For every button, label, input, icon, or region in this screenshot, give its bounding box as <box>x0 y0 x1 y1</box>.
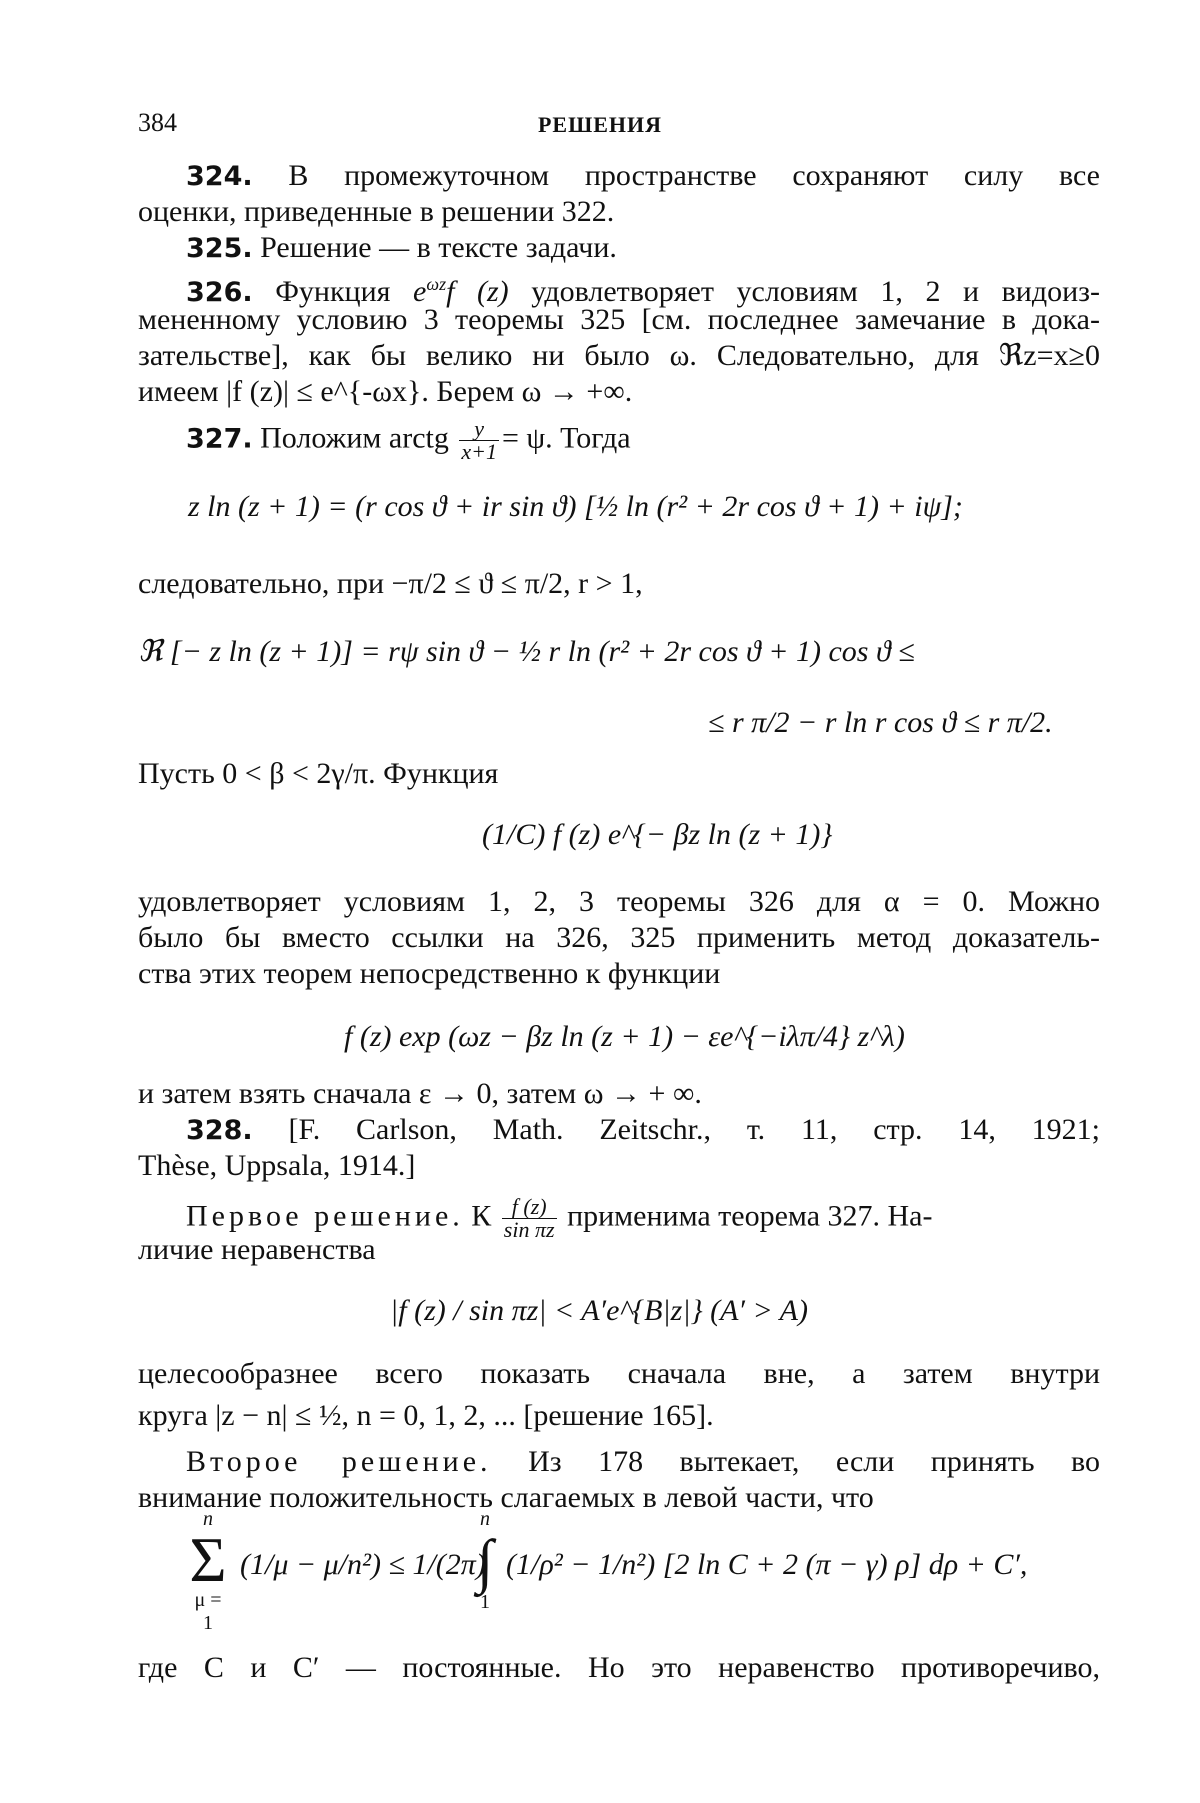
paragraph-326-line1: 326. Функция $e^{\omega z}f$ (z) удовлетворяет условиям 1, 2 и видоиз- <box>186 274 1101 308</box>
first-solution-line1: Первое решение. К $\frac{f (z)}{\text{sin πz}}$ применима теорема 327. На- <box>186 1194 933 1242</box>
let-beta-line: Пусть 0 < β < 2γ/π. Функция <box>138 757 499 790</box>
paragraph-324-line2: оценки, приведенные в решении 322. <box>138 195 615 228</box>
running-title: РЕШЕНИЯ <box>537 112 663 137</box>
inequality-bound: |f (z) / sin πz| < A′e^{B|z|} (A′ > A) <box>390 1294 808 1327</box>
equation-real-part-line2: ≤ r π/2 − r ln r cos ϑ ≤ r π/2. <box>708 706 1053 739</box>
paragraph-326-line2: мененному условию 3 теоремы 325 [см. последнее замечание в дока- <box>138 303 1100 336</box>
paragraph-327-s1: удовлетворяет условиям 1, 2, 3 теоремы 326 для α = 0. Можно <box>138 885 1100 918</box>
first-solution-label: Первое решение. <box>186 1199 464 1233</box>
equation-exp: f (z) exp (ωz − βz ln (z + 1) − εe^{−iλπ/4} z^λ) <box>344 1020 905 1053</box>
paragraph-326-line3: зательстве], как бы велико ни было ω. Следовательно, для ℜz=x≥0 <box>138 339 1100 372</box>
last-line: где C и C′ — постоянные. Но это неравенство противоречиво, <box>138 1651 1100 1684</box>
paragraph-328-line1: 328. [F. Carlson, Math. Zeitschr., т. 11, стр. 14, 1921; <box>186 1113 1100 1146</box>
second-solution-label: Второе решение. <box>186 1445 492 1478</box>
paragraph-327-s4: и затем взять сначала ε → 0, затем ω → + ∞. <box>138 1077 702 1110</box>
equation-log-expansion: z ln (z + 1) = (r cos ϑ + ir sin ϑ) [½ ln (r² + 2r cos ϑ + 1) + iψ]; <box>188 490 963 523</box>
equation-function: (1/C) f (z) e^{− βz ln (z + 1)} <box>482 818 833 851</box>
first-solution-line2: личие неравенства <box>138 1233 376 1266</box>
summation-sign: n Σ μ = 1 <box>189 1508 227 1634</box>
fraction-f-over-sin: $\frac{f (z)}{\text{sin πz}}$ <box>503 1194 555 1242</box>
paragraph-328-line2: Thèse, Uppsala, 1914.] <box>138 1149 416 1182</box>
consequently-line: следовательно, при −π/2 ≤ ϑ ≤ π/2, r > 1, <box>138 567 643 600</box>
equation-real-part-line1: ℜ [− z ln (z + 1)] = rψ sin ϑ − ½ r ln (r² + 2r cos ϑ + 1) cos ϑ ≤ <box>138 635 915 668</box>
paragraph-326-line4: имеем |f (z)| ≤ e^{-ωx}. Берем ω → +∞. <box>138 375 633 408</box>
paragraph-325: 325. Решение — в тексте задачи. <box>186 231 617 264</box>
sigma-symbol: Σ <box>189 1524 227 1595</box>
paragraph-327-intro: 327. Положим arctg $\frac{y}{x+1}$ = ψ. Тогда <box>186 416 631 464</box>
integral-symbol: ∫ <box>476 1528 494 1594</box>
second-solution-line1: Второе решение. Из 178 вытекает, если принять во <box>186 1445 1101 1478</box>
first-solution-line4: круга |z − n| ≤ ½, n = 0, 1, 2, ... [решение 165]. <box>138 1399 714 1432</box>
problem-number-324: 324. <box>186 161 253 192</box>
paragraph-327-s3: ства этих теорем непосредственно к функции <box>138 957 721 990</box>
problem-number-325: 325. <box>186 233 253 264</box>
problem-number-326: 326. <box>186 277 253 308</box>
problem-number-328: 328. <box>186 1115 253 1146</box>
integral-body: (1/ρ² − 1/n²) [2 ln C + 2 (π − γ) ρ] dρ + C′, <box>506 1548 1028 1581</box>
page-number: 384 <box>138 108 177 137</box>
sum-body: (1/μ − μ/n²) ≤ 1/(2π) <box>240 1548 486 1581</box>
paragraph-327-s2: было бы вместо ссылки на 326, 325 применить метод доказатель- <box>138 921 1100 954</box>
fraction-y-over-x1: $\frac{y}{x+1}$ <box>461 416 497 464</box>
first-solution-line3: целесообразнее всего показать сначала вне, а затем внутри <box>138 1357 1100 1390</box>
second-solution-line2: внимание положительность слагаемых в левой части, что <box>138 1481 874 1514</box>
problem-number-327: 327. <box>186 423 253 455</box>
paragraph-324-line1: 324. В промежуточном пространстве сохраняют силу все <box>186 159 1100 192</box>
exp-function: $e^{\omega z}f$ (z) <box>413 274 509 308</box>
integral-sign: n ∫ 1 <box>470 1508 500 1614</box>
